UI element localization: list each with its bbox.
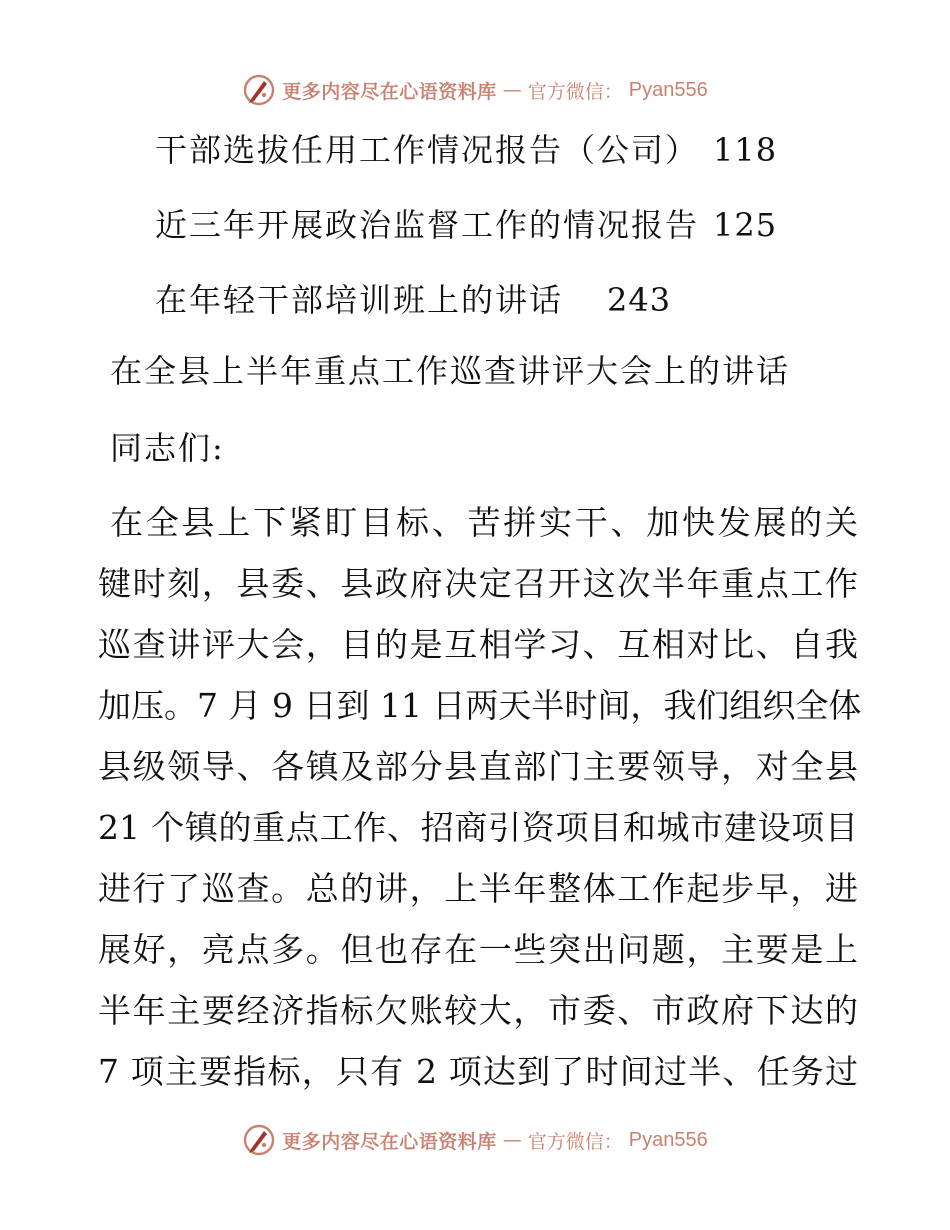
toc-entry-title: 在年轻干部培训班上的讲话	[155, 281, 564, 319]
toc-entry-page: 125	[713, 206, 778, 244]
body-line: 展好，亮点多。但也存在一些突出问题，主要是上	[98, 930, 858, 969]
body-line: 加压。7 月 9 日到 11 日两天半时间，我们组织全体	[98, 686, 862, 725]
body-line: 县级领导、各镇及部分县直部门主要领导，对全县	[98, 747, 858, 786]
body-line: 半年主要经济指标欠账较大，市委、市政府下达的	[98, 991, 858, 1030]
toc-entry	[155, 125, 777, 171]
watermark-site-text: 更多内容尽在心语资料库	[282, 1130, 497, 1153]
footer-watermark	[0, 1118, 950, 1162]
body-line: 进行了巡查。总的讲，上半年整体工作起步早，进	[98, 869, 858, 908]
toc-entry	[155, 275, 671, 321]
toc-entry-title: 干部选拔任用工作情况报告（公司）	[155, 131, 700, 169]
quill-pen-circle-icon	[242, 1123, 276, 1157]
body-line: 7 项主要指标，只有 2 项达到了时间过半、任务过	[98, 1052, 858, 1091]
body-line: 21 个镇的重点工作、招商引资项目和城市建设项目	[98, 808, 858, 847]
salutation: 同志们:	[110, 429, 225, 467]
watermark-official-label: 官方微信：	[527, 1130, 623, 1153]
watermark-wechat-id: Pyan556	[628, 78, 708, 101]
toc-entry-page: 118	[713, 131, 778, 169]
watermark-wechat-id: Pyan556	[628, 1128, 708, 1151]
speech-title: 在全县上半年重点工作巡查讲评大会上的讲话	[110, 352, 791, 390]
watermark-site-text: 更多内容尽在心语资料库	[282, 80, 497, 103]
watermark-dash: —	[502, 79, 522, 101]
watermark-official-label: 官方微信：	[527, 80, 623, 103]
toc-entry-page: 243	[607, 281, 672, 319]
body-line: 在全县上下紧盯目标、苦拼实干、加快发展的关	[110, 503, 858, 542]
toc-entry-title: 近三年开展政治监督工作的情况报告	[155, 206, 700, 244]
toc-entry	[155, 200, 777, 246]
body-line: 键时刻，县委、县政府决定召开这次半年重点工作	[98, 564, 858, 603]
quill-pen-circle-icon	[242, 73, 276, 107]
speech-body	[98, 492, 862, 1102]
body-line: 巡查讲评大会，目的是互相学习、互相对比、自我	[98, 625, 858, 664]
watermark-dash: —	[502, 1129, 522, 1151]
header-watermark	[0, 68, 950, 112]
